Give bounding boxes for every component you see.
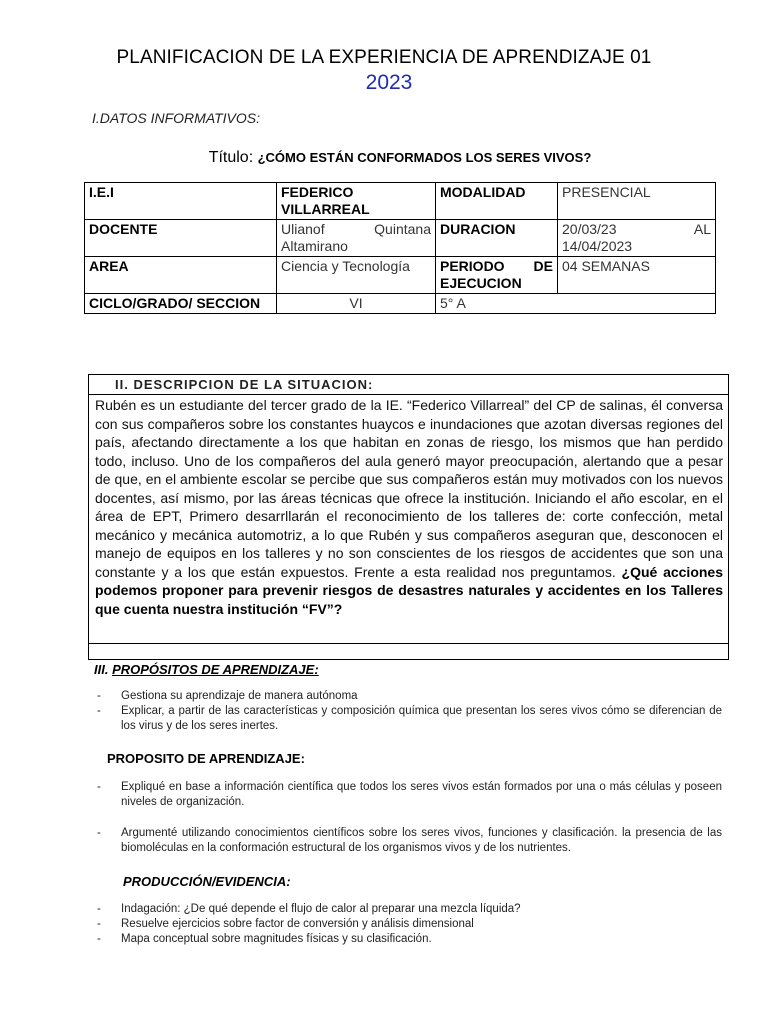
document-year: 2023 xyxy=(365,71,413,94)
docente-label: DOCENTE xyxy=(85,220,277,257)
duracion-al: AL xyxy=(693,221,711,237)
divider xyxy=(89,643,728,644)
modalidad-label: MODALIDAD xyxy=(436,183,558,220)
list-item: - Resuelve ejercicios sobre factor de conversión y análisis dimensional xyxy=(97,917,722,932)
evidencia-subheading: PRODUCCIÓN/EVIDENCIA: xyxy=(123,874,291,889)
ciclo-value: VI xyxy=(277,294,436,314)
list-item: - Indagación: ¿De qué depende el flujo de calor al preparar una mezcla líquida? xyxy=(97,902,722,917)
propositos-list xyxy=(97,689,722,734)
ciclo-label: CICLO/GRADO/ SECCION xyxy=(85,294,277,314)
section-datos-informativos: I.DATOS INFORMATIVOS: xyxy=(92,110,261,126)
periodo-label xyxy=(436,257,558,294)
situacion-text xyxy=(95,396,723,618)
list-item: - Gestiona su aprendizaje de manera autónoma xyxy=(97,689,722,704)
titulo-row xyxy=(0,149,768,167)
periodo-value: 04 SEMANAS xyxy=(558,257,716,294)
duracion-value xyxy=(558,220,716,257)
proposito-list xyxy=(97,826,722,856)
docente-second-surname: Altamirano xyxy=(281,238,348,254)
periodo-word: PERIODO xyxy=(440,258,505,274)
situacion-body: Rubén es un estudiante del tercer grado de la IE. “Federico Villarreal” del CP de salinas, él conversa con sus compañeros sobre los constantes huaycos e inundaciones que azotan diversas regiones del país, afectando directamente a los que habitan en zonas de riesgo, los mismos que han perdido todo, incluso. Uno de los compañeros del aula generó mayor preocupación, alertando que a pesar de que, en el ambiente escolar se percibe que sus compañeros están muy motivados con los nuevos docentes, así mismo, por las áreas técnicas que ofrece la institución. Iniciando el año escolar, en el área de EPT, Primero desarrllarán el reconocimiento de los talleres de: corte confección, metal mecánico y mecánica automotriz, a lo que Rubén y sus compañeros aseguran que, desconocen el manejo de equipos en los talleres y no son conscientes de los riesgos de accidentes que son una constante y a los que están expuestos. Frente a esta realidad nos preguntamos. xyxy=(95,397,723,580)
situacion-question: ¿Qué acciones podemos proponer para prevenir riesgos de desastres naturales y accidentes en los Talleres que cuenta nuestra institución “FV”? xyxy=(95,563,723,617)
iei-label: I.E.I xyxy=(85,183,277,220)
situacion-heading: II. DESCRIPCION DE LA SITUACION: xyxy=(89,375,728,395)
area-value: Ciencia y Tecnología xyxy=(277,257,436,294)
docente-surname: Quintana xyxy=(374,221,431,237)
iei-value: FEDERICO VILLARREAL xyxy=(277,183,436,220)
list-item: - Mapa conceptual sobre magnitudes físicas y su clasificación. xyxy=(97,932,722,947)
document-title: PLANIFICACION DE LA EXPERIENCIA DE APRENDIZAJE 01 xyxy=(116,47,652,68)
evidencia-list xyxy=(97,902,722,947)
area-label: AREA xyxy=(85,257,277,294)
titulo-value: ¿CÓMO ESTÁN CONFORMADOS LOS SERES VIVOS? xyxy=(257,150,592,165)
section-heading: PROPÓSITOS DE APRENDIZAJE: xyxy=(112,662,319,677)
modalidad-value: PRESENCIAL xyxy=(558,183,716,220)
proposito-subheading: PROPOSITO DE APRENDIZAJE: xyxy=(107,751,305,766)
section-number: III. xyxy=(94,662,113,677)
situacion-box xyxy=(88,374,729,660)
seccion-value: 5° A xyxy=(436,294,716,314)
table-row xyxy=(85,257,716,294)
periodo-de: DE xyxy=(533,258,553,274)
duracion-label: DURACION xyxy=(436,220,558,257)
duracion-end: 14/04/2023 xyxy=(562,238,633,254)
list-item: - Explicar, a partir de las características y composición química que presentan los seres vivos cómo se diferencian de los virus y de los seres inertes. xyxy=(97,704,722,734)
titulo-label: Título: xyxy=(208,149,258,166)
table-row xyxy=(85,183,716,220)
info-table xyxy=(84,182,716,314)
section-propositos xyxy=(94,662,319,677)
duracion-start: 20/03/23 xyxy=(562,221,617,237)
table-row xyxy=(85,294,716,314)
proposito-list xyxy=(97,780,722,810)
docente-first-name: Ulianof xyxy=(281,221,325,237)
list-item: - Expliqué en base a información científica que todos los seres vivos están formados por una o más células y poseen niveles de organización. xyxy=(97,780,722,810)
periodo-ejecucion: EJECUCION xyxy=(440,275,522,291)
list-item: - Argumenté utilizando conocimientos científicos sobre los seres vivos, funciones y clasificación. la presencia de las biomoléculas en la conformación estructural de los organismos vivos y de los nutrientes. xyxy=(97,826,722,856)
docente-value xyxy=(277,220,436,257)
table-row xyxy=(85,220,716,257)
